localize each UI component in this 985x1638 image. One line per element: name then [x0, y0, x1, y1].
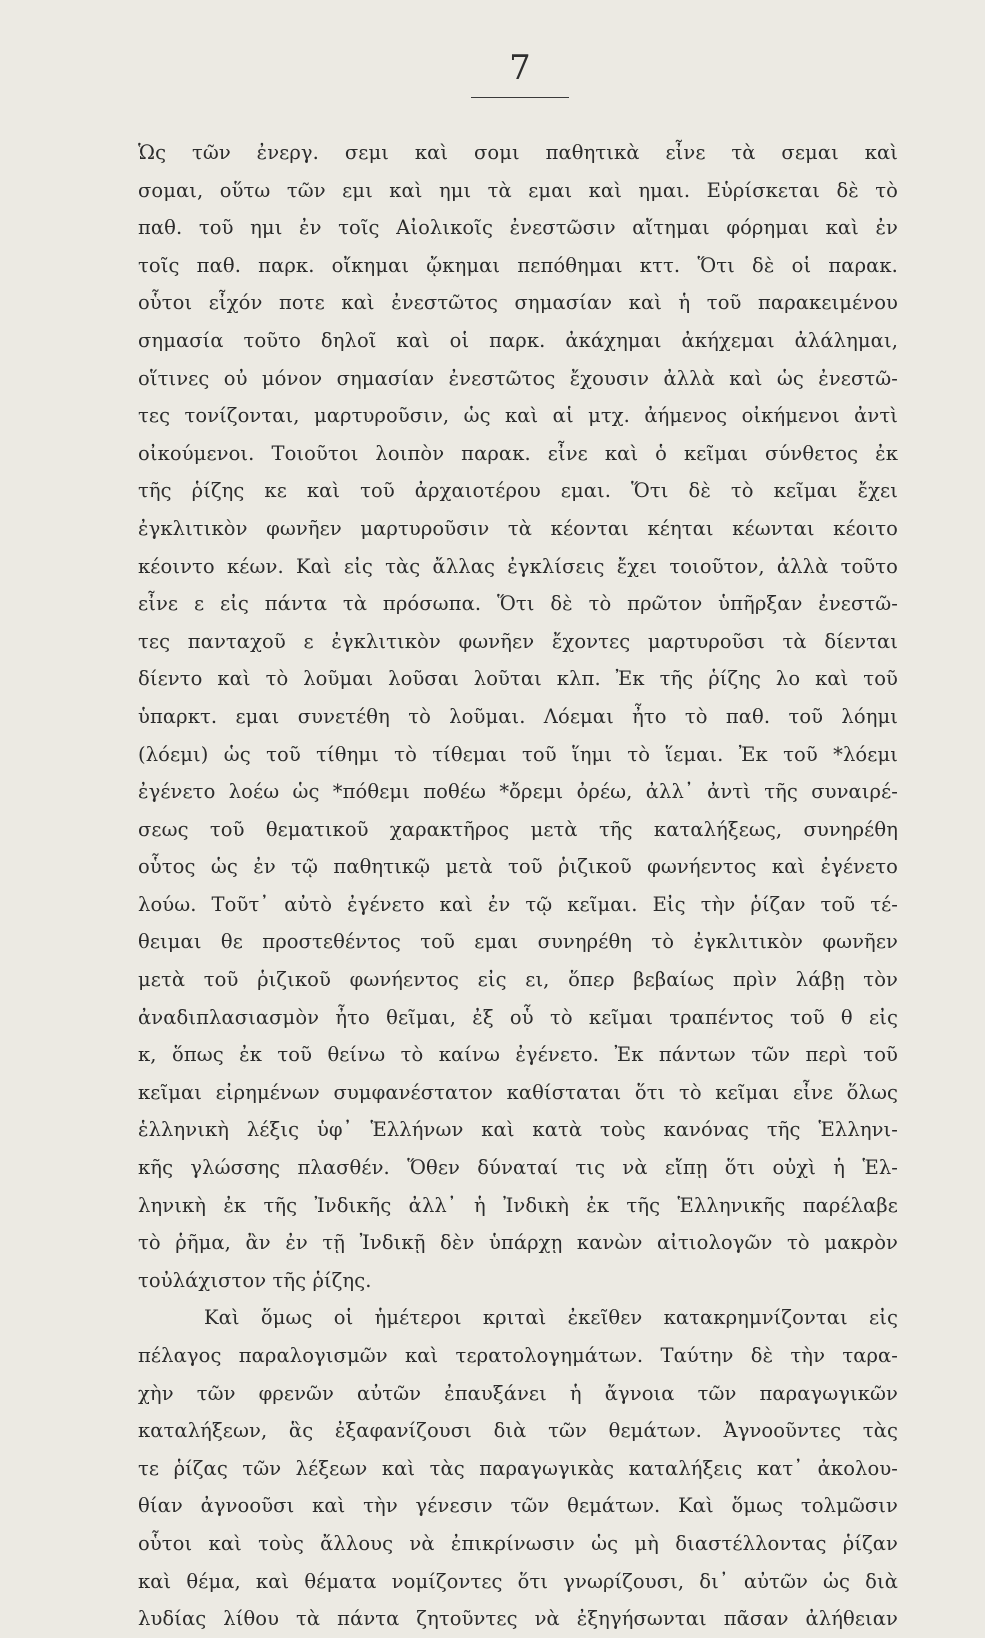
text-line: τοὐλάχιστον τῆς ῥίζης. [138, 1268, 372, 1292]
text-line: σεως τοῦ θεματικοῦ χαρακτῆρος μετὰ τῆς καταλήξεως, συνηρέθη [138, 817, 898, 841]
text-line: εἶνε ε εἰς πάντα τὰ πρόσωπα. Ὅτι δὲ τὸ πρῶτον ὑπῆρξαν ἐνεστῶ- [138, 592, 898, 616]
text-line: πέλαγος παραλογισμῶν καὶ τερατολογημάτων. Ταύτην δὲ τὴν ταρα- [138, 1344, 898, 1367]
text-line: οὗτος ὡς ἐν τῷ παθητικῷ μετὰ τοῦ ῥιζικοῦ φωνήεντος καὶ ἐγένετο [138, 855, 898, 879]
text-line: σημασία τοῦτο δηλοῖ καὶ οἱ παρκ. ἀκάχημαι ἀκήχεμαι ἀλάλημαι, [138, 328, 898, 352]
text-line: τοῖς παθ. παρκ. οἴκημαι ᾤκημαι πεπόθημαι κττ. Ὅτι δὲ οἱ παρακ. [138, 253, 898, 277]
page-number: 7 [509, 48, 531, 88]
text-line: θειμαι θε προστεθέντος τοῦ εμαι συνηρέθη τὸ ἐγκλιτικὸν φωνῆεν [138, 930, 898, 954]
text-line: θίαν ἀγνοοῦσι καὶ τὴν γένεσιν τῶν θεμάτων. Καὶ ὅμως τολμῶσιν [138, 1494, 898, 1518]
text-line: δίεντο καὶ τὸ λοῦμαι λοῦσαι λοῦται κλπ. Ἐκ τῆς ῥίζης λο καὶ τοῦ [138, 667, 898, 691]
text-line: τὸ ῥῆμα, ἂν ἐν τῇ Ἰνδικῇ δὲν ὑπάρχῃ κανὼν αἰτιολογῶν τὸ μακρὸν [138, 1231, 898, 1255]
text-line: τῆς ῥίζης κε καὶ τοῦ ἀρχαιοτέρου εμαι. Ὅτι δὲ τὸ κεῖμαι ἔχει [138, 479, 898, 503]
text-line: κέοιντο κέων. Καὶ εἰς τὰς ἄλλας ἐγκλίσεις ἔχει τοιοῦτον, ἀλλὰ τοῦτο [138, 554, 898, 578]
text-line: λούω. Τοῦτ᾽ αὐτὸ ἐγένετο καὶ ἐν τῷ κεῖμαι. Εἰς τὴν ῥίζαν τοῦ τέ- [138, 892, 898, 916]
text-line: μετὰ τοῦ ῥιζικοῦ φωνήεντος εἰς ει, ὅπερ βεβαίως πρὶν λάβῃ τὸν [138, 968, 898, 992]
body-text [138, 134, 898, 1638]
text-line: Καὶ ὅμως οἱ ἡμέτεροι κριταὶ ἐκεῖθεν κατακρημνίζονται εἰς [204, 1306, 898, 1330]
text-line: κῆς γλώσσης πλασθέν. Ὅθεν δύναταί τις νὰ εἴπῃ ὅτι οὐχὶ ἡ Ἑλ- [138, 1156, 898, 1180]
text-line: λυδίας λίθου τὰ πάντα ζητοῦντες νὰ ἐξηγήσωνται πᾶσαν ἀλήθειαν [138, 1607, 898, 1631]
text-line: τες τονίζονται, μαρτυροῦσιν, ὡς καὶ αἱ μτχ. ἀήμενος οἰκήμενοι ἀντὶ [138, 404, 898, 428]
paragraph-1 [138, 134, 898, 1299]
text-line: χὴν τῶν φρενῶν αὐτῶν ἐπαυξάνει ἡ ἄγνοια τῶν παραγωγικῶν [138, 1381, 898, 1405]
text-line: καταλήξεων, ἃς ἐξαφανίζουσι διὰ τῶν θεμάτων. Ἀγνοοῦντες τὰς [138, 1419, 898, 1443]
text-line: τες πανταχοῦ ε ἐγκλιτικὸν φωνῆεν ἔχοντες μαρτυροῦσι τὰ δίενται [138, 629, 898, 653]
text-line: σομαι, οὕτω τῶν εμι καὶ ημι τὰ εμαι καὶ ημαι. Εὑρίσκεται δὲ τὸ [138, 178, 898, 202]
text-line: παθ. τοῦ ημι ἐν τοῖς Αἰολικοῖς ἐνεστῶσιν αἴτημαι φόρημαι καὶ ἐν [138, 216, 898, 240]
text-line: κεῖμαι εἰρημένων συμφανέστατον καθίσταται ὅτι τὸ κεῖμαι εἶνε ὅλως [138, 1080, 898, 1104]
text-line: οἰκούμενοι. Τοιοῦτοι λοιπὸν παρακ. εἶνε καὶ ὁ κεῖμαι σύνθετος ἐκ [138, 441, 898, 465]
text-line: ληνικὴ ἐκ τῆς Ἰνδικῆς ἀλλ᾽ ἡ Ἰνδικὴ ἐκ τῆς Ἑλληνικῆς παρέλαβε [138, 1193, 898, 1217]
page-number-rule [471, 97, 569, 98]
text-line: (λόεμι) ὡς τοῦ τίθημι τὸ τίθεμαι τοῦ ἵημι τὸ ἵεμαι. Ἐκ τοῦ *λόεμι [138, 742, 898, 766]
paragraph-2 [138, 1299, 898, 1637]
text-line: καὶ θέμα, καὶ θέματα νομίζοντες ὅτι γνωρίζουσι, δι᾽ αὐτῶν ὡς διὰ [138, 1569, 898, 1593]
text-line: κ, ὅπως ἐκ τοῦ θείνω τὸ καίνω ἐγένετο. Ἐκ πάντων τῶν περὶ τοῦ [138, 1043, 898, 1067]
text-line: ὑπαρκτ. εμαι συνετέθη τὸ λοῦμαι. Λόεμαι ἦτο τὸ παθ. τοῦ λόημι [138, 704, 898, 728]
text-line: ἀναδιπλασιασμὸν ἦτο θεῖμαι, ἐξ οὗ τὸ κεῖμαι τραπέντος τοῦ θ εἰς [138, 1005, 898, 1029]
text-line: Ὡς τῶν ἐνεργ. σεμι καὶ σομι παθητικὰ εἶνε τὰ σεμαι καὶ [138, 141, 898, 164]
text-line: οὗτοι καὶ τοὺς ἄλλους νὰ ἐπικρίνωσιν ὡς μὴ διαστέλλοντας ῥίζαν [138, 1531, 898, 1555]
text-line: ἑλληνικὴ λέξις ὑφ᾽ Ἑλλήνων καὶ κατὰ τοὺς κανόνας τῆς Ἑλληνι- [138, 1118, 898, 1142]
text-line: οὗτοι εἶχόν ποτε καὶ ἐνεστῶτος σημασίαν καὶ ἡ τοῦ παρακειμένου [138, 291, 898, 315]
text-line: ἐγκλιτικὸν φωνῆεν μαρτυροῦσιν τὰ κέονται κέηται κέωνται κέοιτο [138, 516, 898, 540]
text-line: τε ῥίζας τῶν λέξεων καὶ τὰς παραγωγικὰς καταλήξεις κατ᾽ ἀκολου- [138, 1456, 898, 1480]
text-line: οἵτινες οὐ μόνον σημασίαν ἐνεστῶτος ἔχουσιν ἀλλὰ καὶ ὡς ἐνεστῶ- [138, 366, 898, 390]
text-line: ἐγένετο λοέω ὡς *πόθεμι ποθέω *ὄρεμι ὀρέω, ἀλλ᾽ ἀντὶ τῆς συναιρέ- [138, 780, 898, 804]
